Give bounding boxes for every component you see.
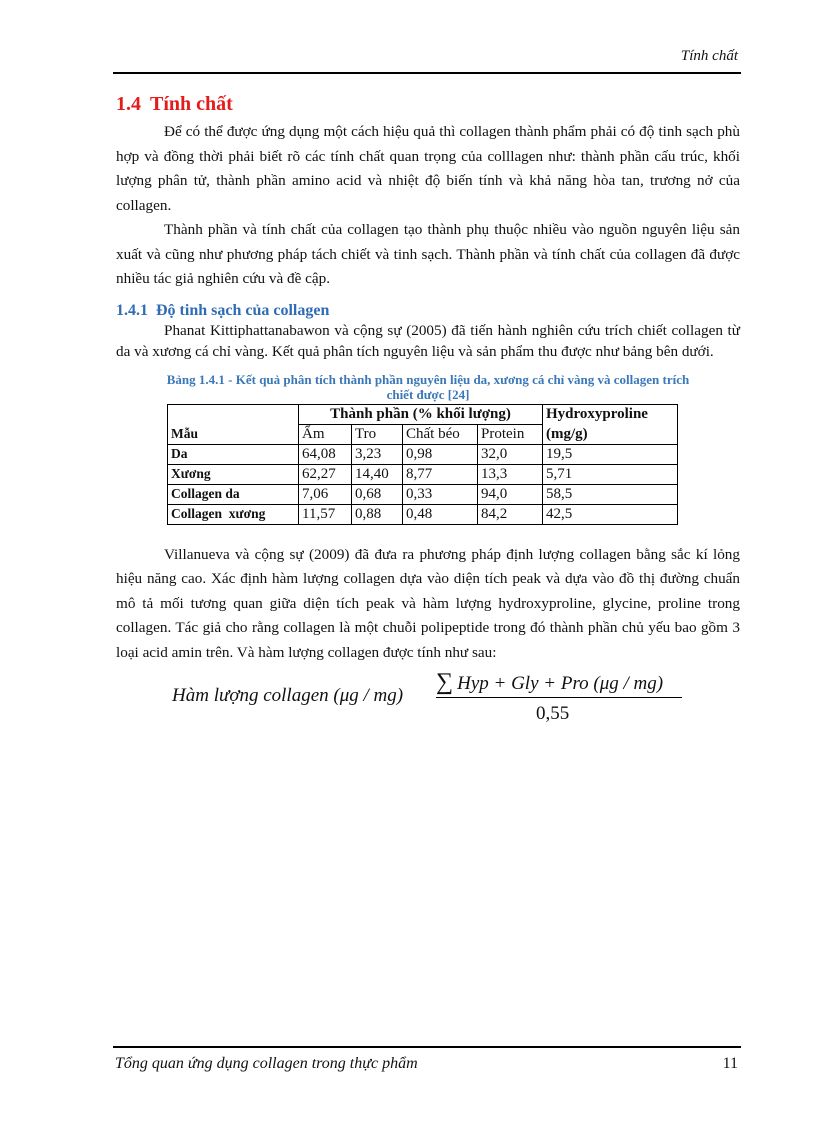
composition-table: [167, 404, 678, 525]
table-cell: 62,27: [299, 464, 352, 484]
table-cell: 8,77: [403, 464, 478, 484]
row-label: Collagen da: [168, 484, 299, 504]
section-title: Tính chất: [150, 93, 233, 115]
formula-lhs-text: Hàm lượng collagen (μg / mg): [172, 685, 404, 706]
row-label: Da: [168, 444, 299, 464]
running-header: Tính chất: [680, 48, 738, 64]
formula-numerator: [436, 669, 663, 696]
formula-numerator-text: Hyp + Gly + Pro (μg / mg): [457, 673, 664, 694]
table-row: [168, 444, 678, 464]
table-header-row-2: [168, 424, 678, 444]
footer-title: Tổng quan ứng dụng collagen trong thực phẩm: [115, 1055, 418, 1072]
table-spacer: [116, 525, 740, 543]
table-cell: 13,3: [478, 464, 543, 484]
col-header-moisture: Ẩm: [299, 424, 352, 444]
table-cell: 32,0: [478, 444, 543, 464]
fraction-bar: [436, 697, 682, 698]
table-cell: 58,5: [543, 484, 678, 504]
table-cell: 3,23: [352, 444, 403, 464]
table-cell: 7,06: [299, 484, 352, 504]
sample-header-cell: Mẫu: [168, 424, 299, 444]
table-cell: 84,2: [478, 504, 543, 524]
sum-symbol: ∑: [436, 669, 454, 695]
collagen-formula: [116, 669, 740, 735]
footer-rule: [113, 1046, 741, 1048]
table-cell: 11,57: [299, 504, 352, 524]
intro-paragraph-2: Thành phần và tính chất của collagen tạo thành phụ thuộc nhiều vào nguồn nguyên liệu sản xuất và cũng như phương pháp tách chiết và tinh sạch. Thành phần và tính chất của collagen đã được nhiều tác giả nghiên cứu và đề cập.: [116, 221, 740, 287]
header-rule: [113, 72, 741, 74]
table-cell: 64,08: [299, 444, 352, 464]
hydroxy-header-cell: Hydroxyproline: [543, 404, 678, 424]
table-cell: 42,5: [543, 504, 678, 524]
table-cell: 0,33: [403, 484, 478, 504]
page-content: [116, 93, 740, 735]
table-cell: 14,40: [352, 464, 403, 484]
method-paragraph: Villanueva và cộng sự (2009) đã đưa ra phương pháp định lượng collagen bằng sắc kí lỏng hiệu năng cao. Xác định hàm lượng collagen dựa vào diện tích peak và dựa vào đồ thị đường chuẩn mô tả mối tương quan giữa diện tích peak và hàm lượng hydroxyproline, glycine, proline trong collagen. Tác giả cho rằng collagen là một chuỗi polipeptide trong đó thành phần chủ yếu bao gồm 3 loại acid amin trên. Và hàm lượng collagen được tính như sau:: [116, 545, 740, 661]
subsection-heading: [116, 302, 740, 320]
purity-paragraph: Phanat Kittiphattanabawon và cộng sự (2005) đã tiến hành nghiên cứu trích chiết collagen từ da và xương cá chỉ vàng. Kết quả phân tích nguyên liệu và sản phẩm thu được như bảng bên dưới.: [116, 321, 740, 360]
hydroxy-unit-cell: (mg/g): [543, 424, 678, 444]
table-cell: 94,0: [478, 484, 543, 504]
table-row: [168, 484, 678, 504]
table-cell: 0,48: [403, 504, 478, 524]
group-header-cell: Thành phần (% khối lượng): [299, 404, 543, 424]
col-header-protein: Protein: [478, 424, 543, 444]
table-row: [168, 504, 678, 524]
section-number: 1.4: [116, 93, 141, 115]
section-heading: [116, 93, 740, 116]
table-cell: 19,5: [543, 444, 678, 464]
formula-denominator: 0,55: [536, 703, 570, 724]
table-corner-cell: [168, 404, 299, 424]
col-header-fat: Chất béo: [403, 424, 478, 444]
formula-lhs: [172, 685, 403, 707]
table-cell: 5,71: [543, 464, 678, 484]
table-row: [168, 464, 678, 484]
intro-paragraph-1: Để có thể được ứng dụng một cách hiệu quả thì collagen thành phẩm phải có độ tinh sạch phù hợp và đồng thời phải biết rõ các tính chất quan trọng của colllagen như: thành phần cấu trúc, khối lượng phân tử, thành phần amino acid và nhiệt độ biến tính và khả năng hòa tan, trương nở của collagen.: [116, 123, 740, 214]
table-cell: 0,98: [403, 444, 478, 464]
row-label: Collagen xương: [168, 504, 299, 524]
table-cell: 0,68: [352, 484, 403, 504]
row-label: Xương: [168, 464, 299, 484]
col-header-ash: Tro: [352, 424, 403, 444]
table-header-row-1: [168, 404, 678, 424]
table-cell: 0,88: [352, 504, 403, 524]
page-number: 11: [722, 1055, 738, 1072]
subsection-number: 1.4.1: [116, 301, 148, 319]
table-caption: Bảng 1.4.1 - Kết quả phân tích thành phần nguyên liệu da, xương cá chỉ vàng và collagen trích chiết được [24]: [166, 371, 690, 402]
subsection-title: Độ tinh sạch của collagen: [156, 301, 330, 319]
